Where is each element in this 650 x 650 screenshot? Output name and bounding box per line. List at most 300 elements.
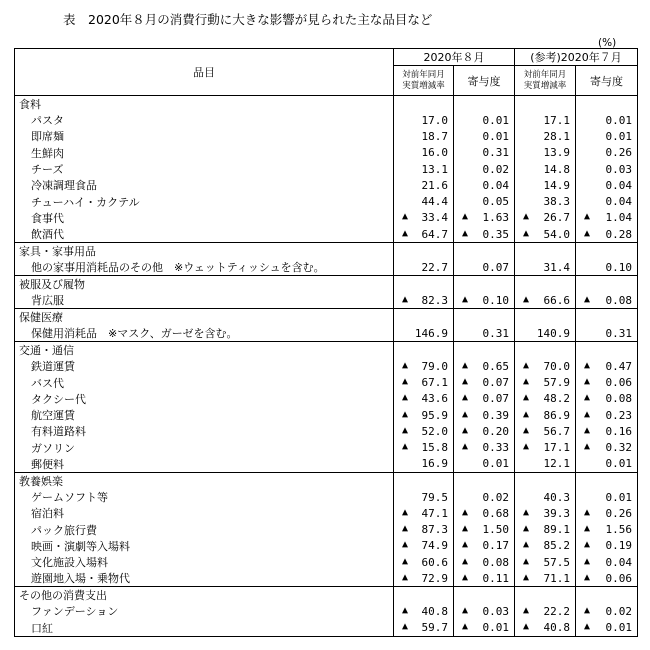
value: 16.9 — [421, 457, 448, 471]
empty-cell — [576, 96, 638, 113]
table-row — [15, 505, 638, 521]
empty-cell — [454, 276, 515, 293]
value: 18.7 — [421, 129, 448, 143]
table-row — [15, 603, 638, 619]
aug-change-cell — [394, 407, 454, 423]
value: 0.01 — [605, 129, 633, 143]
negative-triangle-icon: ▲ — [402, 211, 409, 223]
aug-change-cell — [394, 325, 454, 342]
aug-change-cell — [394, 489, 454, 505]
value: 60.6 — [421, 555, 448, 569]
negative-triangle-icon: ▲ — [584, 523, 591, 535]
value: 74.9 — [421, 539, 448, 553]
value: 0.39 — [482, 408, 509, 422]
jul-contrib-cell — [576, 259, 638, 276]
aug-change-cell — [394, 128, 454, 144]
empty-cell — [394, 309, 454, 326]
value: 67.1 — [421, 376, 448, 390]
category-name: 家具・家事用品 — [15, 243, 394, 260]
value: 1.56 — [605, 523, 633, 537]
aug-change-cell — [394, 505, 454, 521]
unit-label: (%) — [598, 37, 617, 49]
value: 54.0 — [543, 227, 570, 241]
value: 71.1 — [543, 571, 570, 585]
table-row — [15, 325, 638, 342]
jul-contrib-cell — [576, 292, 638, 309]
negative-triangle-icon: ▲ — [584, 571, 591, 583]
table-row — [15, 620, 638, 637]
aug-contrib-cell — [454, 554, 515, 570]
negative-triangle-icon: ▲ — [402, 441, 409, 453]
negative-triangle-icon: ▲ — [584, 408, 591, 420]
jul-contrib-cell — [576, 177, 638, 193]
jul-contrib-cell — [576, 374, 638, 390]
value: 0.10 — [605, 260, 633, 274]
value: 1.63 — [482, 211, 509, 225]
value: 26.7 — [543, 211, 570, 225]
negative-triangle-icon: ▲ — [402, 227, 409, 239]
value: 1.04 — [605, 211, 633, 225]
aug-contrib-cell — [454, 374, 515, 390]
aug-contrib-cell — [454, 570, 515, 587]
value: 0.08 — [482, 555, 509, 569]
table-row — [15, 177, 638, 193]
aug-contrib-cell — [454, 456, 515, 473]
value: 16.0 — [421, 146, 448, 160]
negative-triangle-icon: ▲ — [462, 211, 469, 223]
item-name: 飲酒代 — [15, 226, 394, 243]
empty-cell — [515, 276, 576, 293]
jul-contrib-cell — [576, 358, 638, 374]
aug-contrib-cell — [454, 193, 515, 209]
value: 0.10 — [482, 293, 509, 307]
table-row — [15, 407, 638, 423]
item-name: 他の家事用消耗品のその他 ※ウェットティッシュを含む。 — [15, 259, 394, 276]
empty-cell — [454, 472, 515, 489]
value: 0.04 — [605, 555, 633, 569]
empty-cell — [576, 342, 638, 359]
aug-contrib-cell — [454, 620, 515, 637]
item-name: ファンデーション — [15, 603, 394, 619]
jul-contrib-cell — [576, 521, 638, 537]
value: 79.5 — [421, 490, 448, 504]
negative-triangle-icon: ▲ — [523, 523, 530, 535]
value: 13.9 — [543, 146, 570, 160]
jul-change-cell — [515, 145, 576, 161]
value: 17.1 — [543, 113, 570, 127]
table-row — [15, 161, 638, 177]
category-name: 被服及び履物 — [15, 276, 394, 293]
value: 14.8 — [543, 162, 570, 176]
aug-change-cell — [394, 177, 454, 193]
jul-change-cell — [515, 538, 576, 554]
negative-triangle-icon: ▲ — [584, 539, 591, 551]
value: 0.23 — [605, 408, 633, 422]
aug-contrib-cell — [454, 226, 515, 243]
header-change-line1: 対前年同月 — [402, 69, 445, 80]
value: 40.8 — [543, 621, 570, 635]
negative-triangle-icon: ▲ — [402, 376, 409, 388]
value: 0.11 — [482, 571, 509, 585]
empty-cell — [454, 309, 515, 326]
item-name: パック旅行費 — [15, 521, 394, 537]
negative-triangle-icon: ▲ — [584, 441, 591, 453]
header-aug-change — [394, 66, 454, 96]
value: 14.9 — [543, 178, 570, 192]
aug-change-cell — [394, 440, 454, 456]
header-jul-contrib: 寄与度 — [576, 66, 638, 96]
item-name: ゲームソフト等 — [15, 489, 394, 505]
negative-triangle-icon: ▲ — [523, 506, 530, 518]
value: 0.68 — [482, 506, 509, 520]
category-row — [15, 276, 638, 293]
negative-triangle-icon: ▲ — [462, 523, 469, 535]
value: 87.3 — [421, 523, 448, 537]
table-title: 表 2020年８月の消費行動に大きな影響が見られた主な品目など — [63, 12, 433, 27]
value: 44.4 — [421, 195, 448, 209]
value: 70.0 — [543, 359, 570, 373]
negative-triangle-icon: ▲ — [402, 424, 409, 436]
value: 52.0 — [421, 424, 448, 438]
negative-triangle-icon: ▲ — [523, 424, 530, 436]
negative-triangle-icon: ▲ — [462, 621, 469, 633]
aug-contrib-cell — [454, 505, 515, 521]
item-name: ガソリン — [15, 440, 394, 456]
aug-change-cell — [394, 456, 454, 473]
item-name: 生鮮肉 — [15, 145, 394, 161]
aug-change-cell — [394, 603, 454, 619]
value: 0.01 — [482, 113, 509, 127]
value: 0.32 — [605, 441, 633, 455]
jul-contrib-cell — [576, 440, 638, 456]
jul-change-cell — [515, 505, 576, 521]
empty-cell — [515, 243, 576, 260]
aug-change-cell — [394, 292, 454, 309]
aug-change-cell — [394, 620, 454, 637]
item-name: タクシー代 — [15, 391, 394, 407]
table-row — [15, 193, 638, 209]
value: 0.06 — [605, 376, 633, 390]
value: 89.1 — [543, 523, 570, 537]
value: 0.20 — [482, 424, 509, 438]
empty-cell — [515, 342, 576, 359]
aug-change-cell — [394, 226, 454, 243]
table-row — [15, 112, 638, 128]
negative-triangle-icon: ▲ — [402, 555, 409, 567]
empty-cell — [576, 243, 638, 260]
value: 0.07 — [482, 260, 509, 274]
header-period-aug: 2020年８月 — [394, 49, 515, 66]
jul-contrib-cell — [576, 391, 638, 407]
category-row — [15, 243, 638, 260]
empty-cell — [394, 342, 454, 359]
aug-contrib-cell — [454, 145, 515, 161]
negative-triangle-icon: ▲ — [462, 376, 469, 388]
table-row — [15, 456, 638, 473]
value: 0.01 — [605, 457, 633, 471]
jul-contrib-cell — [576, 456, 638, 473]
aug-contrib-cell — [454, 521, 515, 537]
empty-cell — [394, 243, 454, 260]
jul-change-cell — [515, 521, 576, 537]
jul-change-cell — [515, 226, 576, 243]
value: 79.0 — [421, 359, 448, 373]
value: 12.1 — [543, 457, 570, 471]
value: 33.4 — [421, 211, 448, 225]
jul-contrib-cell — [576, 423, 638, 439]
item-name: 宿泊料 — [15, 505, 394, 521]
aug-contrib-cell — [454, 112, 515, 128]
empty-cell — [454, 342, 515, 359]
negative-triangle-icon: ▲ — [584, 424, 591, 436]
negative-triangle-icon: ▲ — [523, 376, 530, 388]
value: 64.7 — [421, 227, 448, 241]
table-body — [15, 96, 638, 637]
value: 0.65 — [482, 359, 509, 373]
category-row — [15, 96, 638, 113]
empty-cell — [454, 96, 515, 113]
jul-contrib-cell — [576, 210, 638, 226]
aug-contrib-cell — [454, 210, 515, 226]
jul-change-cell — [515, 440, 576, 456]
value: 0.05 — [482, 195, 509, 209]
negative-triangle-icon: ▲ — [402, 359, 409, 371]
category-row — [15, 587, 638, 604]
jul-change-cell — [515, 210, 576, 226]
item-name: 郵便料 — [15, 456, 394, 473]
empty-cell — [394, 96, 454, 113]
aug-contrib-cell — [454, 292, 515, 309]
category-name: その他の消費支出 — [15, 587, 394, 604]
header-change-line1: 対前年同月 — [523, 69, 567, 80]
item-name: バス代 — [15, 374, 394, 390]
negative-triangle-icon: ▲ — [402, 621, 409, 633]
item-name: 保健用消耗品 ※マスク、ガーゼを含む。 — [15, 325, 394, 342]
value: 57.5 — [543, 555, 570, 569]
table-row — [15, 521, 638, 537]
negative-triangle-icon: ▲ — [462, 408, 469, 420]
aug-change-cell — [394, 358, 454, 374]
jul-change-cell — [515, 456, 576, 473]
jul-contrib-cell — [576, 489, 638, 505]
jul-contrib-cell — [576, 226, 638, 243]
value: 0.02 — [482, 162, 509, 176]
item-name: 冷凍調理食品 — [15, 177, 394, 193]
value: 82.3 — [421, 293, 448, 307]
negative-triangle-icon: ▲ — [523, 555, 530, 567]
jul-change-cell — [515, 325, 576, 342]
table-row — [15, 489, 638, 505]
empty-cell — [576, 472, 638, 489]
negative-triangle-icon: ▲ — [402, 604, 409, 616]
category-row — [15, 342, 638, 359]
value: 22.7 — [421, 260, 448, 274]
item-name: 鉄道運賃 — [15, 358, 394, 374]
negative-triangle-icon: ▲ — [523, 408, 530, 420]
negative-triangle-icon: ▲ — [462, 293, 469, 305]
category-name: 食料 — [15, 96, 394, 113]
value: 0.08 — [605, 293, 633, 307]
value: 0.17 — [482, 539, 509, 553]
table-row — [15, 570, 638, 587]
jul-change-cell — [515, 112, 576, 128]
value: 47.1 — [421, 506, 448, 520]
aug-change-cell — [394, 112, 454, 128]
table-row — [15, 358, 638, 374]
header-aug-contrib: 寄与度 — [454, 66, 515, 96]
jul-change-cell — [515, 603, 576, 619]
negative-triangle-icon: ▲ — [523, 604, 530, 616]
value: 59.7 — [421, 621, 448, 635]
value: 0.06 — [605, 571, 633, 585]
jul-change-cell — [515, 177, 576, 193]
value: 146.9 — [414, 326, 448, 340]
negative-triangle-icon: ▲ — [402, 293, 409, 305]
value: 72.9 — [421, 571, 448, 585]
table-row — [15, 440, 638, 456]
negative-triangle-icon: ▲ — [584, 293, 591, 305]
jul-change-cell — [515, 193, 576, 209]
value: 0.33 — [482, 441, 509, 455]
negative-triangle-icon: ▲ — [523, 441, 530, 453]
jul-change-cell — [515, 374, 576, 390]
empty-cell — [515, 96, 576, 113]
jul-contrib-cell — [576, 620, 638, 637]
negative-triangle-icon: ▲ — [402, 408, 409, 420]
empty-cell — [576, 587, 638, 604]
negative-triangle-icon: ▲ — [523, 392, 530, 404]
negative-triangle-icon: ▲ — [402, 506, 409, 518]
aug-change-cell — [394, 374, 454, 390]
value: 28.1 — [543, 129, 570, 143]
empty-cell — [515, 309, 576, 326]
item-name: 口紅 — [15, 620, 394, 637]
value: 1.50 — [482, 523, 509, 537]
item-name: パスタ — [15, 112, 394, 128]
item-name: 即席麺 — [15, 128, 394, 144]
aug-contrib-cell — [454, 325, 515, 342]
empty-cell — [454, 587, 515, 604]
jul-contrib-cell — [576, 193, 638, 209]
aug-contrib-cell — [454, 391, 515, 407]
empty-cell — [454, 243, 515, 260]
jul-contrib-cell — [576, 128, 638, 144]
value: 40.8 — [421, 604, 448, 618]
jul-contrib-cell — [576, 505, 638, 521]
aug-contrib-cell — [454, 161, 515, 177]
value: 95.9 — [421, 408, 448, 422]
value: 0.02 — [605, 604, 633, 618]
jul-contrib-cell — [576, 161, 638, 177]
jul-change-cell — [515, 570, 576, 587]
value: 0.01 — [482, 621, 509, 635]
header-change-line2: 実質増減率 — [523, 80, 567, 91]
aug-contrib-cell — [454, 358, 515, 374]
table-row — [15, 226, 638, 243]
header-jul-change — [515, 66, 576, 96]
value: 17.0 — [421, 113, 448, 127]
value: 0.01 — [605, 490, 633, 504]
table-row — [15, 210, 638, 226]
value: 85.2 — [543, 539, 570, 553]
value: 0.07 — [482, 376, 509, 390]
aug-contrib-cell — [454, 440, 515, 456]
value: 17.1 — [543, 441, 570, 455]
negative-triangle-icon: ▲ — [523, 539, 530, 551]
table-row — [15, 128, 638, 144]
jul-change-cell — [515, 292, 576, 309]
table-row — [15, 145, 638, 161]
aug-change-cell — [394, 193, 454, 209]
negative-triangle-icon: ▲ — [462, 571, 469, 583]
negative-triangle-icon: ▲ — [462, 392, 469, 404]
empty-cell — [394, 276, 454, 293]
value: 0.01 — [482, 129, 509, 143]
empty-cell — [576, 276, 638, 293]
item-name: 有料道路料 — [15, 423, 394, 439]
jul-change-cell — [515, 358, 576, 374]
negative-triangle-icon: ▲ — [584, 376, 591, 388]
value: 66.6 — [543, 293, 570, 307]
negative-triangle-icon: ▲ — [402, 523, 409, 535]
value: 0.01 — [605, 113, 633, 127]
negative-triangle-icon: ▲ — [523, 227, 530, 239]
table-row — [15, 423, 638, 439]
negative-triangle-icon: ▲ — [462, 424, 469, 436]
jul-contrib-cell — [576, 603, 638, 619]
header-item: 品目 — [15, 49, 394, 96]
item-name: 食事代 — [15, 210, 394, 226]
aug-change-cell — [394, 423, 454, 439]
value: 0.08 — [605, 392, 633, 406]
table-row — [15, 374, 638, 390]
value: 0.03 — [605, 162, 633, 176]
aug-change-cell — [394, 391, 454, 407]
empty-cell — [515, 472, 576, 489]
negative-triangle-icon: ▲ — [462, 604, 469, 616]
negative-triangle-icon: ▲ — [584, 227, 591, 239]
negative-triangle-icon: ▲ — [462, 539, 469, 551]
value: 31.4 — [543, 260, 570, 274]
value: 0.31 — [482, 326, 509, 340]
item-name: 映画・演劇等入場料 — [15, 538, 394, 554]
value: 38.3 — [543, 195, 570, 209]
header-change-line2: 実質増減率 — [402, 80, 445, 91]
category-row — [15, 472, 638, 489]
negative-triangle-icon: ▲ — [462, 506, 469, 518]
value: 57.9 — [543, 376, 570, 390]
item-name: 遊園地入場・乗物代 — [15, 570, 394, 587]
negative-triangle-icon: ▲ — [584, 555, 591, 567]
value: 0.04 — [482, 178, 509, 192]
jul-contrib-cell — [576, 325, 638, 342]
empty-cell — [394, 587, 454, 604]
negative-triangle-icon: ▲ — [584, 392, 591, 404]
jul-contrib-cell — [576, 538, 638, 554]
category-name: 交通・通信 — [15, 342, 394, 359]
jul-change-cell — [515, 620, 576, 637]
value: 0.07 — [482, 392, 509, 406]
value: 0.01 — [605, 621, 633, 635]
value: 86.9 — [543, 408, 570, 422]
negative-triangle-icon: ▲ — [523, 293, 530, 305]
empty-cell — [394, 472, 454, 489]
aug-contrib-cell — [454, 407, 515, 423]
negative-triangle-icon: ▲ — [523, 571, 530, 583]
category-name: 教養娯楽 — [15, 472, 394, 489]
jul-contrib-cell — [576, 570, 638, 587]
negative-triangle-icon: ▲ — [584, 621, 591, 633]
